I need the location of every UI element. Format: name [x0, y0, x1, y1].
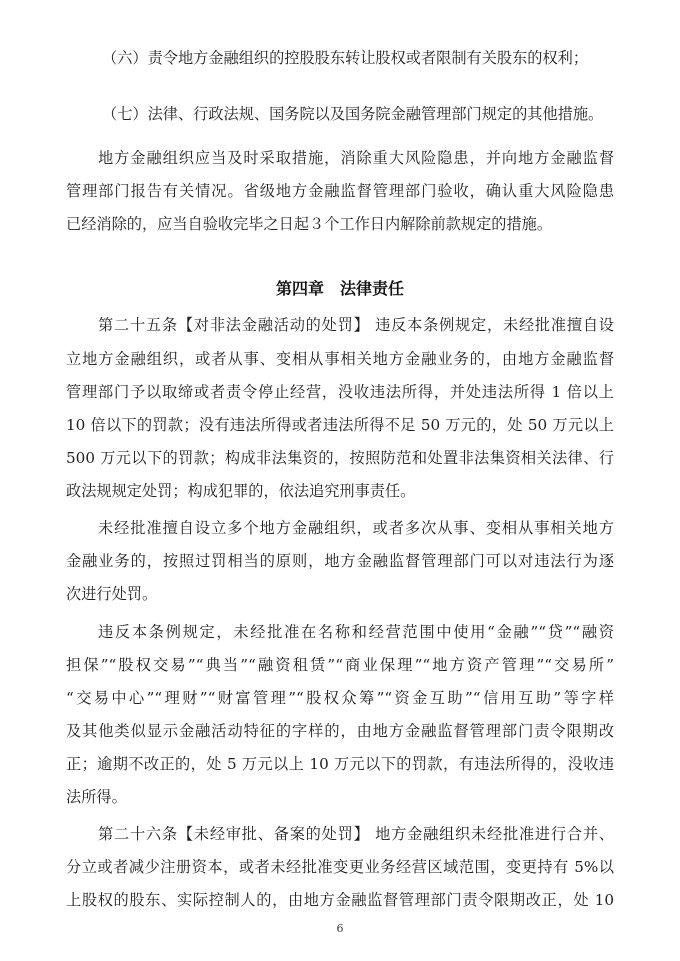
text-line: 及其他类似显示金融活动特征的字样的，由地方金融监督管理部门责令限期改 — [66, 722, 614, 740]
text-line: 正；逾期不改正的，处 5 万元以上 10 万元以下的罚款，有违法所得的，没收违 — [66, 755, 614, 773]
text-line: “交易中心”“理财”“财富管理”“股权众筹”“资金互助”“信用互助”等字样 — [66, 689, 614, 707]
text-line: 违反本条例规定，未经批准在名称和经营范围中使用“金融”“贷”“融资 — [98, 623, 614, 641]
text-line: （六）责令地方金融组织的控股股东转让股权或者限制有关股东的权利； — [102, 49, 588, 67]
text-line: 管理部门予以取缔或者责令停止经营，没收违法所得，并处违法所得 1 倍以上 — [66, 383, 614, 401]
text-line: 上股权的股东、实际控制人的，由地方金融监督管理部门责令限期改正，处 10 — [66, 891, 614, 909]
text-line: 第二十五条【对非法金融活动的处罚】 违反本条例规定，未经批准擅自设 — [98, 316, 614, 334]
text-line: （七）法律、行政法规、国务院以及国务院金融管理部门规定的其他措施。 — [102, 105, 604, 123]
text-line: 10 倍以下的罚款；没有违法所得或者违法所得不足 50 万元的，处 50 万元以上 — [66, 416, 614, 434]
text-line: 地方金融组织应当及时采取措施，消除重大风险隐患，并向地方金融监督 — [98, 149, 614, 167]
text-line: 法所得。 — [66, 788, 127, 806]
text-line: 第二十六条【未经审批、备案的处罚】 地方金融组织未经批准进行合并、 — [98, 825, 614, 843]
text-line: 金融业务的，按照过罚相当的原则，地方金融监督管理部门可以对违法行为逐 — [66, 552, 614, 570]
text-line: 已经消除的，应当自验收完毕之日起３个工作日内解除前款规定的措施。 — [66, 215, 552, 233]
text-line: 立地方金融组织，或者从事、变相从事相关地方金融业务的，由地方金融监督 — [66, 350, 614, 368]
text-line: 未经批准擅自设立多个地方金融组织，或者多次从事、变相从事相关地方 — [98, 519, 614, 537]
page-number: 6 — [336, 922, 344, 935]
text-line: 500 万元以下的罚款；构成非法集资的，按照防范和处置非法集资相关法律、行 — [66, 449, 614, 467]
chapter-heading: 第四章 法律责任 — [275, 279, 404, 298]
text-line: 分立或者减少注册资本，或者未经批准变更业务经营区域范围，变更持有 5%以 — [66, 858, 614, 876]
text-line: 管理部门报告有关情况。省级地方金融监督管理部门验收，确认重大风险隐患 — [66, 182, 614, 200]
text-line: 担保”“股权交易”“典当”“融资租赁”“商业保理”“地方资产管理”“交易所” — [66, 656, 614, 674]
text-line: 政法规规定处罚；构成犯罪的，依法追究刑事责任。 — [66, 482, 416, 500]
text-line: 次进行处罚。 — [66, 585, 158, 603]
